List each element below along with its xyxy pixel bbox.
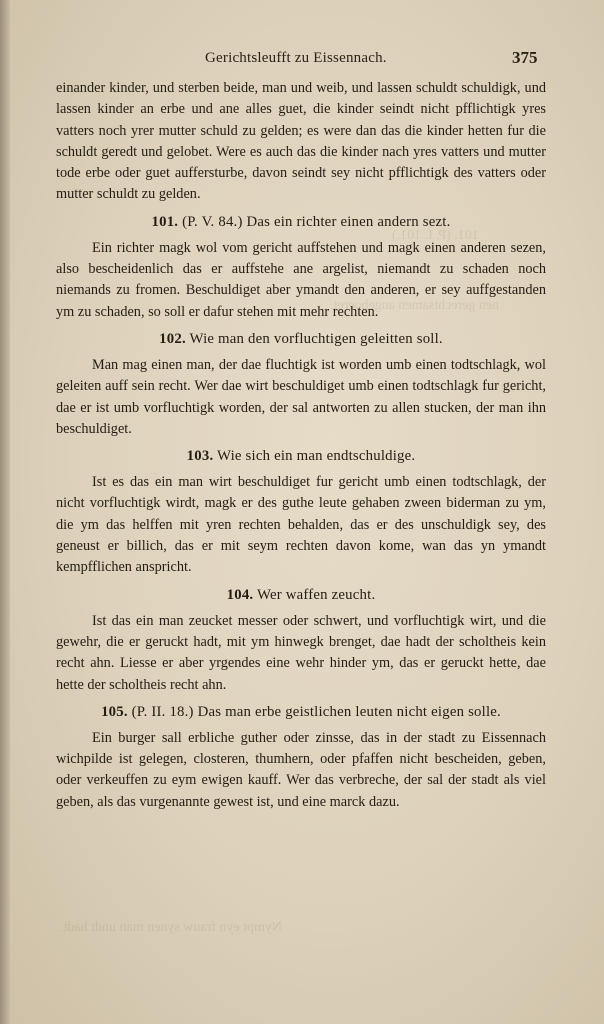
section-heading-101 [56, 212, 546, 232]
section-number: 101. [151, 213, 179, 230]
section-heading-104 [56, 585, 546, 605]
bleed-through-text: nen gerechtsamen angehoeret. [330, 298, 500, 313]
section-title: Wie man den vorfluchtigen geleitten soll. [189, 330, 443, 347]
section-number: 103. [186, 448, 214, 465]
section-heading-102 [56, 329, 546, 349]
body-text [56, 78, 546, 813]
section-title: (P. II. 18.) Das man erbe geistlichen leuten nicht eigen solle. [131, 703, 501, 720]
section-title: Wer waffen zeucht. [256, 586, 376, 603]
running-title: Gerichtsleufft zu Eissennach. [205, 50, 387, 66]
running-header [0, 50, 604, 74]
section-number: 105. [101, 703, 128, 720]
page-gutter [0, 0, 10, 1024]
page-number: 375 [512, 48, 538, 67]
section-text-102: Man mag einen man, der dae fluchtigk ist worden umb einen todtschlagk, wol geleiten auff sein recht. Wer dae wirt beschuldiget umb einen todtschlagk fur gericht, dae er ist umb vorfluchtigk worden, der sal antworten zu allen stucken, der man ihn beschuldiget. [56, 356, 546, 437]
section-number: 102. [159, 330, 186, 347]
section-heading-105 [56, 702, 546, 722]
section-text-105: Ein burger sall erbliche guther oder zinsse, das in der stadt zu Eissennach wichpilde ist gelegen, closteren, thumhern, oder pfaffen nicht bescheiden, geben, oder verkeuffen zu eym ewigen kauff. Wer das verbreche, der sal der stadt als viel geben, als das vurgenannte gewest ist, und eine marck dazu. [56, 729, 546, 810]
section-title: (P. V. 84.) Das ein richter einen andern sezt. [182, 213, 451, 230]
section-number: 104. [226, 586, 254, 603]
bleed-through-text: 101. (P. I. 101.) [392, 228, 479, 243]
section-text-103: Ist es das ein man wirt beschuldiget fur gericht umb einen todtschlagk, der nicht vorfluchtigk wirdt, magk er des guthe leute gehaben zween biderman zu ym, die ym das helffen mit yren rechten behalden, das er des unschuldigk sey, des geneust er billich, das er mit seym rechten davon kome, wan das yn ymandt kempfflichen anspricht. [56, 474, 546, 576]
section-text-104: Ist das ein man zeucket messer oder schwert, und vorfluchtigk wirt, und die gewehr, die er geruckt hadt, mit ym hinwegk brenget, dae hadt der scholtheis kein recht ahn. Liesse er aber yrgendes eine wehr hinder ym, das er geruckt hette, dae hette der scholtheis recht ahn. [56, 612, 546, 693]
section-heading-103 [56, 446, 546, 466]
section-title: Wie sich ein man endtschuldige. [217, 448, 416, 465]
continued-paragraph: einander kinder, und sterben beide, man und weib, und lassen schuldt schuldigk, und lassen kinder an erbe und ane alles guet, die kinder seindt nicht pfflichtigk yres vatters noch yrer mutter schuld zu gelden; es were dan das die kinder hetten fur die schuldt geredt und gelobet. Were es auch das die kinder nach yres vatters und mutter tode erbe oder guet auffersturbe, davon seindt sey nicht pfflichtigk des vatters oder mutter schuldt zu gelden. [56, 80, 546, 203]
section-text-101: Ein richter magk wol vom gericht auffstehen und magk einen anderen sezen, also bescheidenlich das er auffstehe ane argelist, niemandt zu schaden noch niemands zu fromen. Beschuldiget aber ymandt den anderen, er sey auffgestanden ym zu schaden, so soll er dafur stehen mit mehr rechten. [56, 239, 546, 320]
bleed-through-text: Nympt eyn frauw synen man undt hadt. [60, 920, 283, 935]
